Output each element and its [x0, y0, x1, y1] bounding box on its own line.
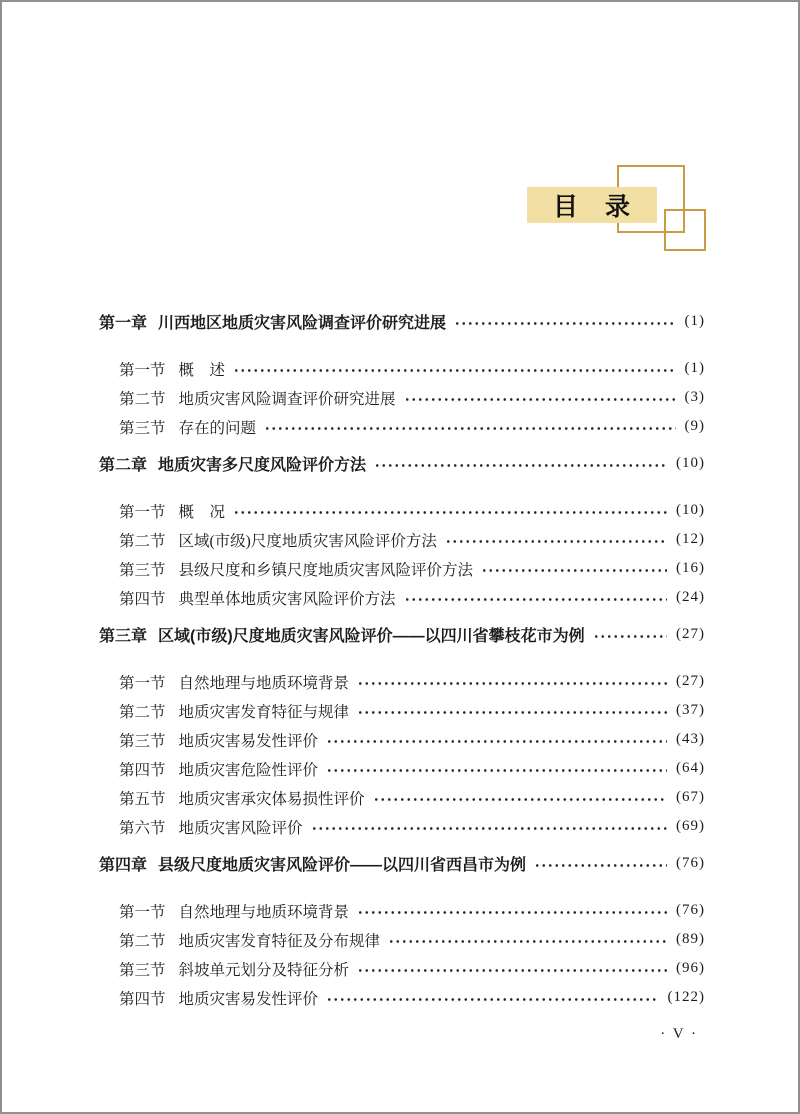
section-page-number: (27) [676, 673, 705, 689]
section-number: 第三节 [119, 419, 166, 437]
section-page-number: (89) [676, 931, 705, 947]
toc-section-entry [99, 354, 705, 383]
section-title: 地质灾害危险性评价 [178, 761, 319, 779]
folio-label: · V · [660, 1026, 698, 1042]
section-title: 自然地理与地质环境背景 [178, 903, 350, 921]
section-number: 第五节 [119, 790, 166, 808]
dot-leader [454, 307, 675, 336]
dot-leader [445, 525, 667, 554]
toc-list [99, 299, 705, 1012]
section-title: 县级尺度和乡镇尺度地质灾害风险评价方法 [178, 561, 474, 579]
chapter-title: 县级尺度地质灾害风险评价——以四川省西昌市为例 [158, 857, 527, 874]
section-number: 第四节 [119, 590, 166, 608]
dot-leader [264, 412, 675, 441]
page-title: 目 录 [552, 193, 631, 221]
dot-leader [311, 812, 667, 841]
section-title: 概 述 [178, 361, 226, 379]
section-page-number: (9) [684, 418, 705, 434]
toc-section-entry [99, 754, 705, 783]
dot-leader [374, 449, 667, 478]
toc-section-entry [99, 383, 705, 412]
page-title-box [527, 187, 657, 223]
section-title: 地质灾害易发性评价 [178, 732, 319, 750]
section-page-number: (64) [676, 760, 705, 776]
section-page-number: (3) [684, 389, 705, 405]
dot-leader [388, 925, 667, 954]
toc-chapter-entry [99, 849, 705, 878]
section-title: 地质灾害承灾体易损性评价 [178, 790, 365, 808]
chapter-title: 区域(市级)尺度地质灾害风险评价——以四川省攀枝花市为例 [158, 628, 585, 645]
decor-square-small [664, 209, 706, 251]
dot-leader [357, 696, 667, 725]
section-number: 第三节 [119, 561, 166, 579]
dot-leader [233, 354, 675, 383]
section-number: 第二节 [119, 390, 166, 408]
dot-leader [404, 583, 667, 612]
section-title: 概 况 [178, 503, 226, 521]
chapter-page-number: (27) [676, 626, 705, 642]
toc-section-entry [99, 583, 705, 612]
section-title: 区域(市级)尺度地质灾害风险评价方法 [178, 532, 437, 550]
toc-section-entry [99, 725, 705, 754]
chapter-number: 第二章 [99, 457, 148, 474]
section-number: 第四节 [119, 761, 166, 779]
toc-section-entry [99, 554, 705, 583]
folio-page-number [660, 1026, 698, 1043]
section-page-number: (24) [676, 589, 705, 605]
chapter-number: 第一章 [99, 315, 148, 332]
section-page-number: (12) [676, 531, 705, 547]
section-title: 地质灾害风险调查评价研究进展 [178, 390, 396, 408]
chapter-title: 川西地区地质灾害风险调查评价研究进展 [158, 315, 447, 332]
toc-section-entry [99, 925, 705, 954]
dot-leader [357, 954, 667, 983]
section-number: 第一节 [119, 674, 166, 692]
section-page-number: (1) [684, 360, 705, 376]
section-number: 第二节 [119, 532, 166, 550]
section-page-number: (10) [676, 502, 705, 518]
section-title: 存在的问题 [178, 419, 257, 437]
section-number: 第四节 [119, 990, 166, 1008]
section-title: 地质灾害风险评价 [178, 819, 303, 837]
dot-leader [357, 667, 667, 696]
section-page-number: (16) [676, 560, 705, 576]
chapter-number: 第三章 [99, 628, 148, 645]
section-page-number: (69) [676, 818, 705, 834]
toc-chapter-entry [99, 307, 705, 336]
section-number: 第六节 [119, 819, 166, 837]
toc-chapter-entry [99, 620, 705, 649]
section-number: 第一节 [119, 903, 166, 921]
toc-section-entry [99, 954, 705, 983]
toc-section-entry [99, 667, 705, 696]
toc-section-entry [99, 412, 705, 441]
chapter-title: 地质灾害多尺度风险评价方法 [158, 457, 367, 474]
section-number: 第二节 [119, 703, 166, 721]
chapter-page-number: (1) [684, 313, 705, 329]
section-title: 自然地理与地质环境背景 [178, 674, 350, 692]
section-number: 第三节 [119, 961, 166, 979]
section-title: 地质灾害发育特征及分布规律 [178, 932, 381, 950]
section-title: 地质灾害发育特征与规律 [178, 703, 350, 721]
section-title: 斜坡单元划分及特征分析 [178, 961, 350, 979]
dot-leader [534, 849, 667, 878]
chapter-number: 第四章 [99, 857, 148, 874]
toc-section-entry [99, 812, 705, 841]
dot-leader [373, 783, 667, 812]
dot-leader [233, 496, 667, 525]
toc-section-entry [99, 783, 705, 812]
dot-leader [593, 620, 667, 649]
section-number: 第一节 [119, 503, 166, 521]
section-page-number: (76) [676, 902, 705, 918]
dot-leader [357, 896, 667, 925]
section-title: 典型单体地质灾害风险评价方法 [178, 590, 396, 608]
section-page-number: (122) [667, 989, 705, 1005]
section-page-number: (37) [676, 702, 705, 718]
dot-leader [481, 554, 667, 583]
chapter-page-number: (10) [676, 455, 705, 471]
toc-section-entry [99, 525, 705, 554]
dot-leader [326, 725, 667, 754]
section-page-number: (43) [676, 731, 705, 747]
dot-leader [404, 383, 676, 412]
section-page-number: (96) [676, 960, 705, 976]
chapter-page-number: (76) [676, 855, 705, 871]
toc-chapter-entry [99, 449, 705, 478]
section-title: 地质灾害易发性评价 [178, 990, 319, 1008]
section-number: 第二节 [119, 932, 166, 950]
toc-section-entry [99, 896, 705, 925]
toc-section-entry [99, 696, 705, 725]
toc-section-entry [99, 496, 705, 525]
dot-leader [326, 983, 658, 1012]
section-number: 第一节 [119, 361, 166, 379]
section-number: 第三节 [119, 732, 166, 750]
dot-leader [326, 754, 667, 783]
section-page-number: (67) [676, 789, 705, 805]
toc-section-entry [99, 983, 705, 1012]
